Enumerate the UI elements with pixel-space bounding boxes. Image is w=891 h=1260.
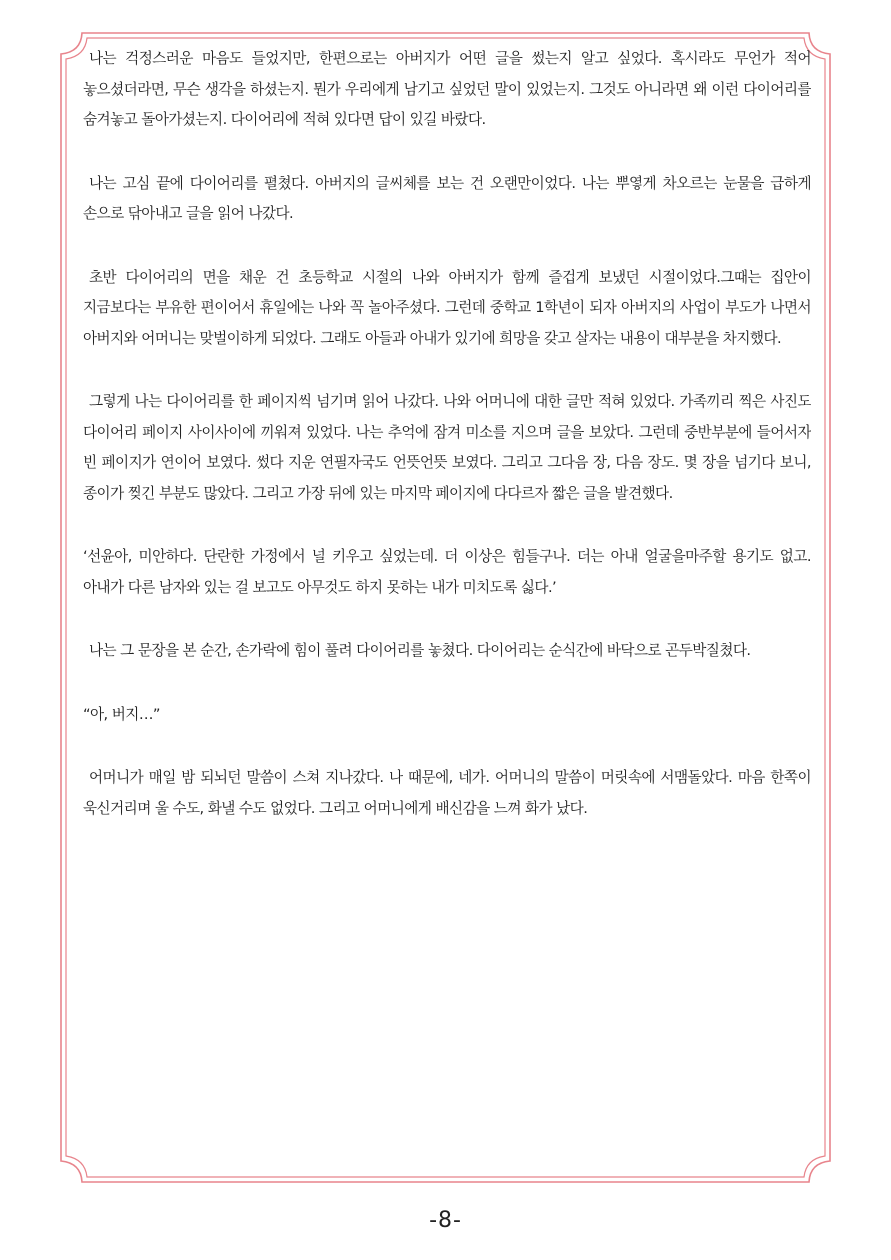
paragraph-1: 나는 걱정스러운 마음도 들었지만, 한편으로는 아버지가 어떤 글을 썼는지 알고 싶었다. 혹시라도 무언가 적어 놓으셨더라면, 무슨 생각을 하셨는지. 뭔가 우리에게 남기고 싶었던 말이 있었는지. 그것도 아니라면 왜 이런 다이어리를 숨겨놓고 돌아가셨는지. 다이어리에 적혀 있다면 답이 있길 바랐다. xyxy=(83,50,811,128)
page-number: -8- xyxy=(429,1208,462,1233)
paragraph-8: 어머니가 매일 밤 되뇌던 말씀이 스쳐 지나갔다. 나 때문에, 네가. 어머니의 말씀이 머릿속에 서맴돌았다. 마음 한쪽이 욱신거리며 울 수도, 화낼 수도 없었다. 그리고 어머니에게 배신감을 느껴 화가 났다. xyxy=(83,769,811,817)
paragraph-4: 그렇게 나는 다이어리를 한 페이지씩 넘기며 읽어 나갔다. 나와 어머니에 대한 글만 적혀 있었다. 가족끼리 찍은 사진도 다이어리 페이지 사이사이에 끼워져 있었다. 나는 추억에 잠겨 미소를 지으며 글을 보았다. 그런데 중반부분에 들어서자 빈 페이지가 연이어 보였다. 썼다 지운 연필자국도 언뜻언뜻 보였다. 그리고 그다음 장, 다음 장도. 몇 장을 넘기다 보니, 종이가 찢긴 부분도 많았다. 그리고 가장 뒤에 있는 마지막 페이지에 다다르자 짧은 글을 발견했다. xyxy=(83,393,811,502)
paragraph-6: 나는 그 문장을 본 순간, 손가락에 힘이 풀려 다이어리를 놓쳤다. 다이어리는 순식간에 바닥으로 곤두박질쳤다. xyxy=(89,642,751,659)
document-body xyxy=(83,44,811,1174)
paragraph-3: 초반 다이어리의 면을 채운 건 초등학교 시절의 나와 아버지가 함께 즐겁게 보냈던 시절이었다.그때는 집안이 지금보다는 부유한 편이어서 휴일에는 나와 꼭 놀아주셨다. 그런데 중학교 1학년이 되자 아버지의 사업이 부도가 나면서 아버지와 어머니는 맞벌이하게 되었다. 그래도 아들과 아내가 있기에 희망을 갖고 살자는 내용이 대부분을 차지했다. xyxy=(83,268,811,347)
paragraph-2: 나는 고심 끝에 다이어리를 펼쳤다. 아버지의 글씨체를 보는 건 오랜만이었다. 나는 뿌옇게 차오르는 눈물을 급하게 손으로 닦아내고 글을 읽어 나갔다. xyxy=(83,174,811,222)
paragraph-5-diary-quote: ‘선윤아, 미안하다. 단란한 가정에서 널 키우고 싶었는데. 더 이상은 힘들구나. 더는 아내 얼굴을마주할 용기도 없고. 아내가 다른 남자와 있는 걸 보고도 아무것도 하지 못하는 내가 미치도록 싫다.’ xyxy=(83,548,811,596)
paragraph-7-dialogue: “아, 버지…” xyxy=(83,705,160,723)
